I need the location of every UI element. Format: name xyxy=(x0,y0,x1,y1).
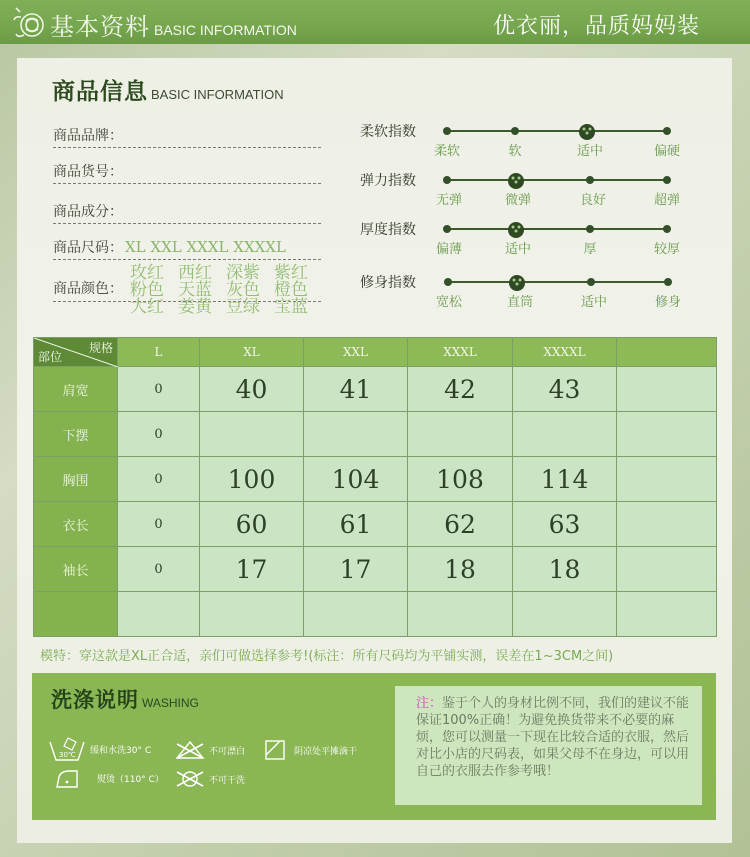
column-header: XXXL xyxy=(408,338,513,367)
index-option: 适中 xyxy=(504,242,532,257)
selected-marker-icon xyxy=(507,272,527,292)
table-cell xyxy=(408,592,513,637)
table-cell xyxy=(513,592,617,637)
table-row xyxy=(34,592,717,637)
table-corner-cell xyxy=(34,338,118,367)
care-label: 不可干洗 xyxy=(209,775,246,786)
fit-index xyxy=(360,272,690,317)
scale-dot xyxy=(511,127,519,135)
scale-line xyxy=(447,228,667,230)
table-cell: 104 xyxy=(304,457,408,502)
column-header: XXL xyxy=(304,338,408,367)
care-label: 熨烫（110° C） xyxy=(97,774,164,785)
scale-dot xyxy=(586,225,594,233)
index-option: 厚 xyxy=(583,242,597,257)
corner-bottom-label: 部位 xyxy=(38,350,63,364)
field-material xyxy=(53,200,321,224)
field-sizes xyxy=(53,236,321,260)
row-header: 肩宽 xyxy=(34,367,118,412)
table-cell xyxy=(617,592,717,637)
index-label: 修身指数 xyxy=(360,275,416,291)
top-banner xyxy=(0,0,750,44)
table-cell: 0 xyxy=(118,547,200,592)
row-header: 胸围 xyxy=(34,457,118,502)
corner-top-label: 规格 xyxy=(88,341,113,355)
table-cell xyxy=(513,412,617,457)
floral-emblem-icon xyxy=(12,4,48,42)
care-item-no-bleach xyxy=(175,740,245,760)
row-header xyxy=(34,592,118,637)
field-label: 商品成分： xyxy=(53,204,123,220)
table-cell: 0 xyxy=(118,412,200,457)
table-cell xyxy=(304,412,408,457)
care-item-dry-flat xyxy=(264,739,357,761)
scale-line xyxy=(447,179,667,181)
care-item-iron xyxy=(53,767,164,789)
row-header: 衣长 xyxy=(34,502,118,547)
table-cell: 62 xyxy=(408,502,513,547)
table-cell: 18 xyxy=(408,547,513,592)
selected-marker-icon xyxy=(506,170,526,190)
banner-title-cn: 基本资料 xyxy=(50,13,150,41)
table-row xyxy=(34,367,717,412)
table-row xyxy=(34,547,717,592)
scale-dot xyxy=(444,278,452,286)
scale-dot xyxy=(443,225,451,233)
index-option: 较厚 xyxy=(653,242,681,257)
scale-dot xyxy=(443,176,451,184)
scale-dot xyxy=(663,225,671,233)
thickness-index xyxy=(360,219,690,264)
table-cell: 60 xyxy=(200,502,304,547)
care-label: 不可漂白 xyxy=(209,746,246,757)
table-cell: 40 xyxy=(200,367,304,412)
iron-low-icon xyxy=(53,767,83,789)
table-cell: 108 xyxy=(408,457,513,502)
washing-title-en: WASHING xyxy=(142,696,199,710)
index-option: 偏硬 xyxy=(653,144,681,159)
dry-flat-shade-icon xyxy=(264,739,286,761)
table-cell: 0 xyxy=(118,367,200,412)
table-cell: 63 xyxy=(513,502,617,547)
color-option: 玫红 xyxy=(130,263,164,283)
size-table-header xyxy=(34,338,717,367)
color-option: 大红 xyxy=(130,297,164,317)
table-cell: 114 xyxy=(513,457,617,502)
scale-dot xyxy=(587,278,595,286)
column-header: XL xyxy=(200,338,304,367)
table-cell: 0 xyxy=(118,457,200,502)
scale-dot xyxy=(663,127,671,135)
model-fit-note: 模特：穿这款是XL正合适，亲们可做选择参考!(标注：所有尺码均为平铺实测，误差在1~3CM之间) xyxy=(40,649,614,664)
selected-marker-icon xyxy=(506,219,526,239)
table-cell xyxy=(617,457,717,502)
note-text: 鉴于个人的身材比例不同，我们的建议不能保证100%正确！为避免换货带来不必要的麻烦，您可以测量一下现在比较合适的衣服，然后对比小店的尺码表，如果父母不在身边，可以用自己的衣服去作参考哦！ xyxy=(416,696,690,779)
index-option: 修身 xyxy=(654,295,682,310)
index-option: 软 xyxy=(508,144,522,159)
washing-title xyxy=(51,684,199,714)
product-info-title xyxy=(52,73,284,106)
selected-marker-icon xyxy=(577,121,597,141)
table-cell xyxy=(617,412,717,457)
color-option: 姜黄 xyxy=(178,297,212,317)
index-label: 弹力指数 xyxy=(360,173,416,189)
column-header xyxy=(617,338,717,367)
table-cell: 41 xyxy=(304,367,408,412)
table-cell: 61 xyxy=(304,502,408,547)
index-label: 柔软指数 xyxy=(360,124,416,140)
column-header: XXXXL xyxy=(513,338,617,367)
color-row xyxy=(130,299,322,316)
scale-dot xyxy=(586,176,594,184)
field-label: 商品品牌： xyxy=(53,128,123,144)
color-option: 宝蓝 xyxy=(274,297,308,317)
table-cell: 42 xyxy=(408,367,513,412)
color-option: 西红 xyxy=(178,263,212,283)
color-option: 橙色 xyxy=(274,280,308,300)
field-label: 商品尺码： xyxy=(53,240,123,256)
size-advice-note xyxy=(395,686,702,805)
index-option: 无弹 xyxy=(435,193,463,208)
banner-title-en: BASIC INFORMATION xyxy=(154,22,297,38)
color-option: 粉色 xyxy=(130,280,164,300)
table-cell: 43 xyxy=(513,367,617,412)
index-option: 宽松 xyxy=(435,295,463,310)
color-option: 紫红 xyxy=(274,263,308,283)
color-list xyxy=(130,265,322,316)
note-key: 注： xyxy=(416,696,443,711)
care-item-wash xyxy=(48,736,151,762)
product-info-title-en: BASIC INFORMATION xyxy=(151,87,284,102)
scale-line xyxy=(447,130,667,132)
svg-text:30℃: 30℃ xyxy=(59,751,76,759)
color-option: 天蓝 xyxy=(178,280,212,300)
table-cell xyxy=(304,592,408,637)
table-cell: 17 xyxy=(200,547,304,592)
index-option: 偏薄 xyxy=(435,242,463,257)
table-row xyxy=(34,412,717,457)
table-cell: 100 xyxy=(200,457,304,502)
table-cell xyxy=(617,502,717,547)
table-cell: 0 xyxy=(118,502,200,547)
table-cell xyxy=(118,592,200,637)
size-table xyxy=(33,337,717,637)
scale-dot xyxy=(663,176,671,184)
banner-slogan: 优衣丽，品质妈妈装 xyxy=(492,14,700,39)
table-cell xyxy=(617,367,717,412)
index-option: 适中 xyxy=(576,144,604,159)
color-option: 灰色 xyxy=(226,280,260,300)
color-option: 豆绿 xyxy=(226,297,260,317)
index-option: 直筒 xyxy=(506,295,534,310)
scale-dot xyxy=(664,278,672,286)
table-row xyxy=(34,502,717,547)
color-option: 深紫 xyxy=(226,263,260,283)
hand-wash-30-icon xyxy=(48,736,86,762)
table-cell: 17 xyxy=(304,547,408,592)
index-option: 适中 xyxy=(580,295,608,310)
care-label: 缓和水洗30° C xyxy=(90,745,152,756)
table-cell xyxy=(200,592,304,637)
scale-dot xyxy=(443,127,451,135)
index-option: 微弹 xyxy=(504,193,532,208)
table-cell: 18 xyxy=(513,547,617,592)
index-label: 厚度指数 xyxy=(360,222,416,238)
scale-line xyxy=(447,281,667,283)
sizes-value: XL XXL XXXL XXXXL xyxy=(125,238,286,256)
column-header: L xyxy=(118,338,200,367)
softness-index xyxy=(360,121,690,166)
field-brand xyxy=(53,124,321,148)
field-label: 商品货号： xyxy=(53,164,123,180)
index-option: 超弹 xyxy=(653,193,681,208)
index-option: 柔软 xyxy=(433,144,461,159)
care-item-no-dry-clean xyxy=(175,770,245,788)
table-cell xyxy=(617,547,717,592)
table-cell xyxy=(408,412,513,457)
row-header: 袖长 xyxy=(34,547,118,592)
no-dry-clean-icon xyxy=(175,770,205,788)
table-row xyxy=(34,457,717,502)
index-option: 良好 xyxy=(579,193,607,208)
row-header: 下摆 xyxy=(34,412,118,457)
no-bleach-icon xyxy=(175,740,205,760)
banner-title xyxy=(50,7,297,42)
field-label: 商品颜色： xyxy=(53,281,123,297)
field-item-number xyxy=(53,160,321,184)
washing-title-cn: 洗涤说明 xyxy=(51,688,139,712)
table-cell xyxy=(200,412,304,457)
care-label: 阴凉处平摊滴干 xyxy=(294,746,358,757)
elasticity-index xyxy=(360,170,690,215)
product-info-title-cn: 商品信息 xyxy=(52,79,148,105)
